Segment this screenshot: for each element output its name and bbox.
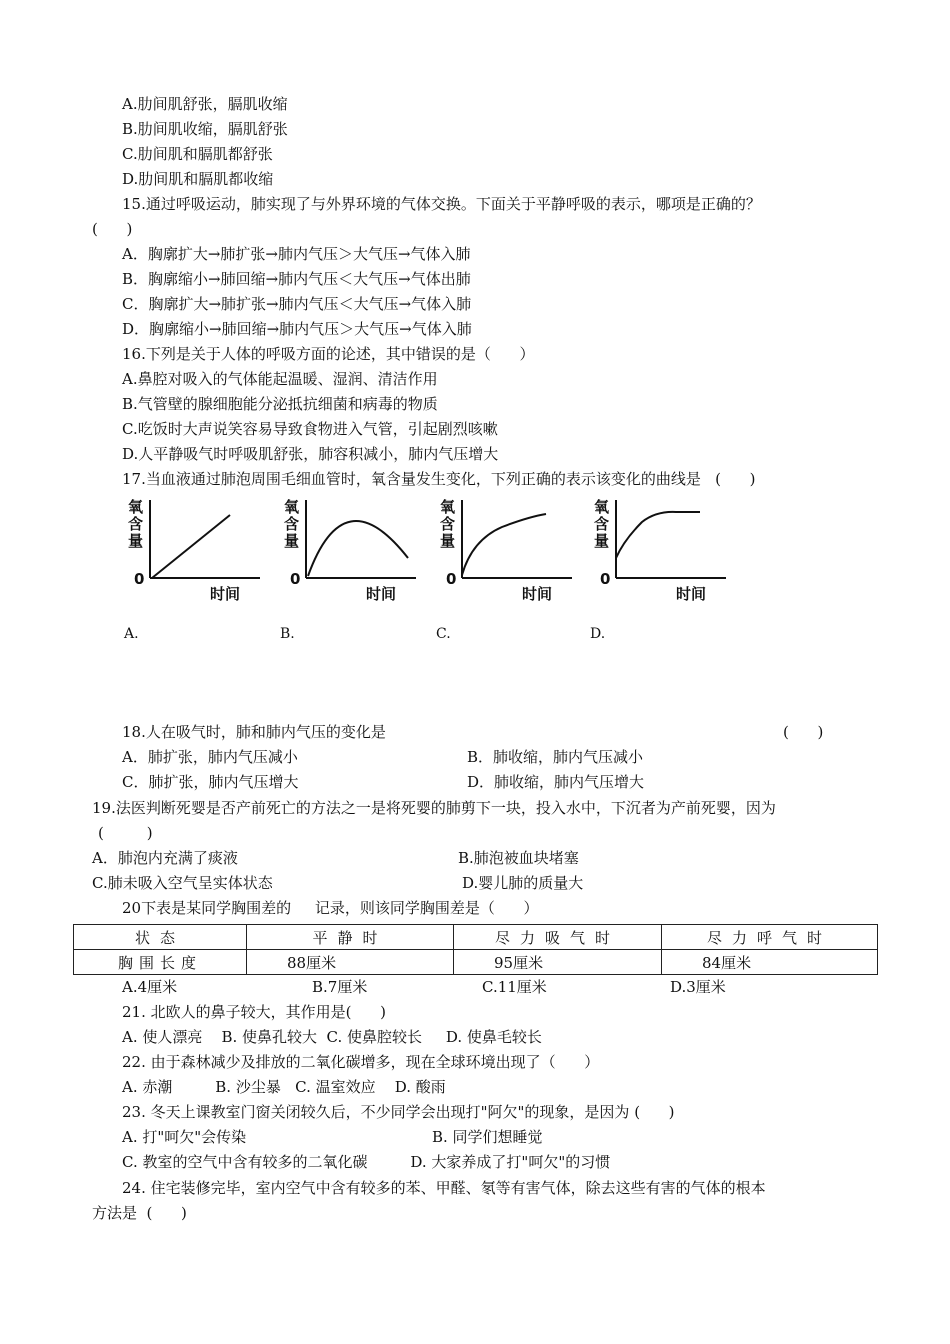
text-line: C．肺扩张，肺内气压增大 — [122, 773, 299, 791]
text-line: 23. 冬天上课教室门窗关闭较久后，不少同学会出现打"阿欠"的现象，是因为 ( ) — [122, 1103, 675, 1121]
text-line: B．胸廓缩小→肺回缩→肺内气压＜大气压→气体出肺 — [122, 270, 471, 288]
text-line: C.吃饭时大声说笑容易导致食物进入气管，引起剧烈咳嗽 — [122, 420, 498, 438]
oxygen-graph-c — [438, 496, 578, 604]
text-line: A.鼻腔对吸入的气体能起温暖、湿润、清洁作用 — [122, 370, 438, 388]
x-axis-label: 时间 — [676, 585, 707, 603]
y-axis-label: 含 — [594, 515, 610, 533]
x-axis-label: 时间 — [210, 585, 241, 603]
text-line: 15.通过呼吸运动，肺实现了与外界环境的气体交换。下面关于平静呼吸的表示，哪项是正确的？ — [122, 195, 761, 213]
origin-label: 0 — [446, 570, 457, 588]
y-axis-label: 量 — [440, 532, 456, 550]
text-line: 方法是 ( ) — [92, 1204, 187, 1222]
text-line: B.肋间肌收缩，膈肌舒张 — [122, 120, 288, 138]
text-line: D．胸廓缩小→肺回缩→肺内气压＞大气压→气体入肺 — [122, 320, 472, 338]
chest-measurement-table — [73, 924, 878, 975]
text-line: D.3厘米 — [670, 978, 726, 996]
oxygen-graph-b — [282, 496, 422, 604]
table-cell-inhale: 95厘米 — [454, 950, 662, 975]
text-line: A．肺扩张，肺内气压减小 — [122, 748, 298, 766]
text-line: 17.当血液通过肺泡周围毛细血管时，氧含量发生变化，下列正确的表示该变化的曲线是 ( ) — [122, 470, 756, 488]
text-line: B. 同学们想睡觉 — [432, 1128, 543, 1146]
table-header-rest: 平静时 — [247, 925, 454, 950]
text-line: ( ) — [783, 723, 824, 741]
table-header-exhale: 尽力呼气时 — [662, 925, 878, 950]
y-axis-label: 氧 — [440, 498, 456, 516]
text-line: D．肺收缩，肺内气压增大 — [467, 773, 645, 791]
text-line: ( ) — [92, 220, 133, 238]
text-line: D.肋间肌和膈肌都收缩 — [122, 170, 274, 188]
oxygen-curve — [616, 512, 700, 558]
origin-label: 0 — [290, 570, 301, 588]
y-axis-label: 含 — [128, 515, 144, 533]
x-axis-label: 时间 — [366, 585, 397, 603]
table-header-state: 状态 — [74, 925, 247, 950]
text-line: D.婴儿肺的质量大 — [462, 874, 584, 892]
y-axis-label: 氧 — [594, 498, 610, 516]
text-line: 21. 北欧人的鼻子较大，其作用是( ) — [122, 1003, 386, 1021]
text-line: 20下表是某同学胸围差的 记录，则该同学胸围差是（ ） — [122, 899, 539, 917]
oxygen-graph-a — [126, 496, 266, 604]
x-axis-label: 时间 — [522, 585, 553, 603]
oxygen-curve — [308, 521, 408, 576]
graph-option-label: C. — [436, 626, 451, 642]
table-header-inhale: 尽力吸气时 — [454, 925, 662, 950]
text-line: A. 赤潮 B. 沙尘暴 C. 温室效应 D. 酸雨 — [122, 1078, 446, 1096]
y-axis-label: 氧 — [284, 498, 300, 516]
text-line: B.气管壁的腺细胞能分泌抵抗细菌和病毒的物质 — [122, 395, 438, 413]
text-line: A.肋间肌舒张，膈肌收缩 — [122, 95, 288, 113]
origin-label: 0 — [134, 570, 145, 588]
text-line: C.11厘米 — [482, 978, 547, 996]
table-header-row — [74, 925, 878, 950]
y-axis-label: 含 — [440, 515, 456, 533]
text-line: B.7厘米 — [312, 978, 368, 996]
text-line: C．胸廓扩大→肺扩张→肺内气压＜大气压→气体入肺 — [122, 295, 472, 313]
text-line: C. 教室的空气中含有较多的二氧化碳 D. 大家养成了打"呵欠"的习惯 — [122, 1153, 611, 1171]
text-line: A. 使人漂亮 B. 使鼻孔较大 C. 使鼻腔较长 D. 使鼻毛较长 — [122, 1028, 542, 1046]
table-row-label: 胸围长度 — [74, 950, 247, 975]
text-line: 22. 由于森林减少及排放的二氧化碳增多，现在全球环境出现了（ ） — [122, 1053, 600, 1071]
table-cell-rest: 88厘米 — [247, 950, 454, 975]
y-axis-label: 氧 — [128, 498, 144, 516]
table-row — [74, 950, 878, 975]
oxygen-curve — [462, 514, 546, 575]
y-axis-label: 量 — [284, 532, 300, 550]
text-line: C.肺未吸入空气呈实体状态 — [92, 874, 273, 892]
text-line: 18.人在吸气时，肺和肺内气压的变化是 — [122, 723, 386, 741]
table-cell-exhale: 84厘米 — [662, 950, 878, 975]
y-axis-label: 量 — [594, 532, 610, 550]
text-line: 19.法医判断死婴是否产前死亡的方法之一是将死婴的肺剪下一块，投入水中，下沉者为产前死婴，因为 — [92, 799, 776, 817]
text-line: A．胸廓扩大→肺扩张→肺内气压＞大气压→气体入肺 — [122, 245, 471, 263]
text-line: C.肋间肌和膈肌都舒张 — [122, 145, 273, 163]
graph-option-label: A. — [124, 626, 139, 642]
text-line: 16.下列是关于人体的呼吸方面的论述，其中错误的是（ ） — [122, 345, 535, 363]
graph-option-label: D. — [590, 626, 606, 642]
text-line: ( ) — [98, 824, 153, 842]
y-axis-label: 含 — [284, 515, 300, 533]
oxygen-curve — [152, 515, 230, 578]
text-line: 24. 住宅装修完毕，室内空气中含有较多的苯、甲醛、氡等有害气体，除去这些有害的气体的根本 — [122, 1179, 766, 1197]
text-line: A．肺泡内充满了痰液 — [92, 849, 238, 867]
text-line: A. 打"呵欠"会传染 — [122, 1128, 247, 1146]
text-line: D.人平静吸气时呼吸肌舒张，肺容积减小，肺内气压增大 — [122, 445, 499, 463]
oxygen-graph-d — [592, 496, 732, 604]
text-line: B.肺泡被血块堵塞 — [458, 849, 579, 867]
graph-option-label: B. — [280, 626, 295, 642]
y-axis-label: 量 — [128, 532, 144, 550]
origin-label: 0 — [600, 570, 611, 588]
text-line: B．肺收缩，肺内气压减小 — [467, 748, 644, 766]
text-line: A.4厘米 — [122, 978, 178, 996]
